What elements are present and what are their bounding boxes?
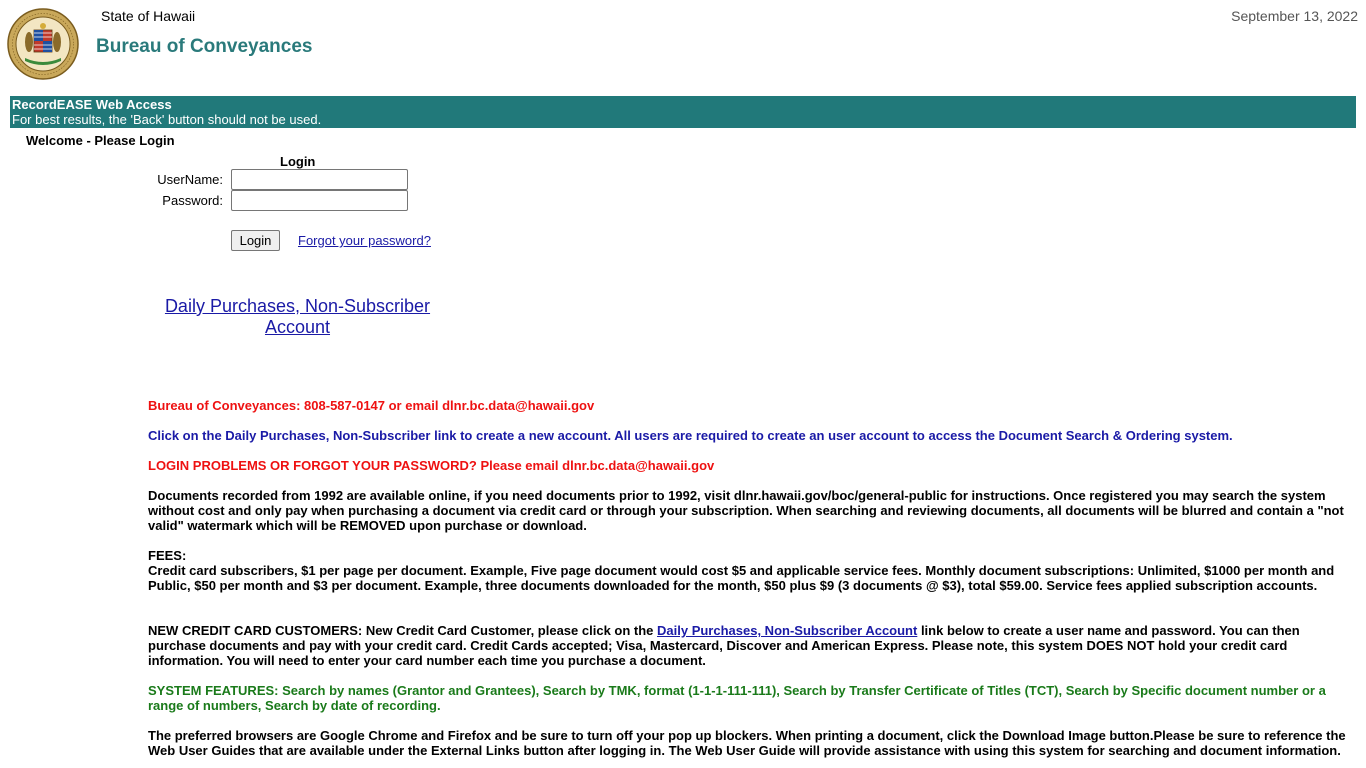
username-input[interactable]: [231, 169, 408, 190]
new-cc-info: [148, 623, 1348, 668]
banner-subtitle: For best results, the 'Back' button should not be used.: [12, 112, 322, 127]
password-label: Password:: [162, 193, 223, 208]
fees-title: FEES:: [148, 548, 187, 563]
login-button[interactable]: Login: [231, 230, 280, 251]
state-label: State of Hawaii: [101, 8, 196, 24]
username-label: UserName:: [157, 172, 223, 187]
banner-title: RecordEASE Web Access: [12, 97, 172, 112]
daily-purchases-inline-link[interactable]: Daily Purchases, Non-Subscriber Account: [657, 623, 918, 638]
daily-purchases-link[interactable]: [160, 296, 435, 338]
daily-link-line2: Account: [264, 317, 331, 337]
account-info: Click on the Daily Purchases, Non-Subscriber link to create a new account. All users are required to create an user account to access the Document Search & Ordering system.: [148, 428, 1233, 443]
state-seal-icon: [7, 8, 79, 80]
app-banner: [10, 96, 1356, 128]
browser-info: The preferred browsers are Google Chrome and Firefox and be sure to turn off your pop up blockers. When printing a document, click the Download Image button.Please be sure to reference the Web User Guides that are available under the External Links button after logging in. The Web User Guide will provide assistance with using this system for searching and document information.: [148, 728, 1346, 758]
daily-link-line1: Daily Purchases, Non-Subscriber: [164, 296, 431, 316]
welcome-heading: Welcome - Please Login: [26, 133, 175, 148]
system-features-info: SYSTEM FEATURES: Search by names (Grantor and Grantees), Search by TMK, format (1-1-1-111-111), Search by Transfer Certificate of Titles (TCT), Search by Specific document number or a range of numbers, Search by date of recording.: [148, 683, 1326, 713]
new-cc-prefix: NEW CREDIT CARD CUSTOMERS: New Credit Card Customer, please click on the: [148, 623, 658, 638]
forgot-password-link[interactable]: Forgot your password?: [298, 233, 431, 248]
login-problems-info: LOGIN PROBLEMS OR FORGOT YOUR PASSWORD? Please email dlnr.bc.data@hawaii.gov: [148, 458, 715, 473]
fees-info: Credit card subscribers, $1 per page per document. Example, Five page document would cost $5 and applicable service fees. Monthly document subscriptions: Unlimited, $1000 per month and Public, $50 per month and $3 per document. Example, three documents downloaded for the month, $50 plus $9 (3 documents @ $3), total $59.00. Service fees applied subscription accounts.: [148, 563, 1335, 593]
bureau-title: Bureau of Conveyances: [96, 36, 313, 57]
documents-info: Documents recorded from 1992 are available online, if you need documents prior to 1992, visit dlnr.hawaii.gov/boc/general-public for instructions. Once registered you may search the system without cost and only pay when purchasing a document via credit card or through your subscription. When searching and reviewing documents, all documents will be blurred and contain a "not valid" watermark which will be REMOVED upon purchase or download.: [148, 488, 1344, 533]
current-date: September 13, 2022: [1231, 8, 1358, 24]
password-input[interactable]: [231, 190, 408, 211]
login-title: Login: [280, 154, 316, 169]
new-cc-suffix: link below to create a user name and password. You can then purchase documents and pay with your credit card. Credit Cards accepted; Visa, Mastercard, Discover and American Express. Please note, this system DOES NOT hold your credit card information. You will need to enter your card number each time you purchase a document.: [148, 623, 1300, 668]
contact-info: Bureau of Conveyances: 808-587-0147 or email dlnr.bc.data@hawaii.gov: [148, 398, 595, 413]
